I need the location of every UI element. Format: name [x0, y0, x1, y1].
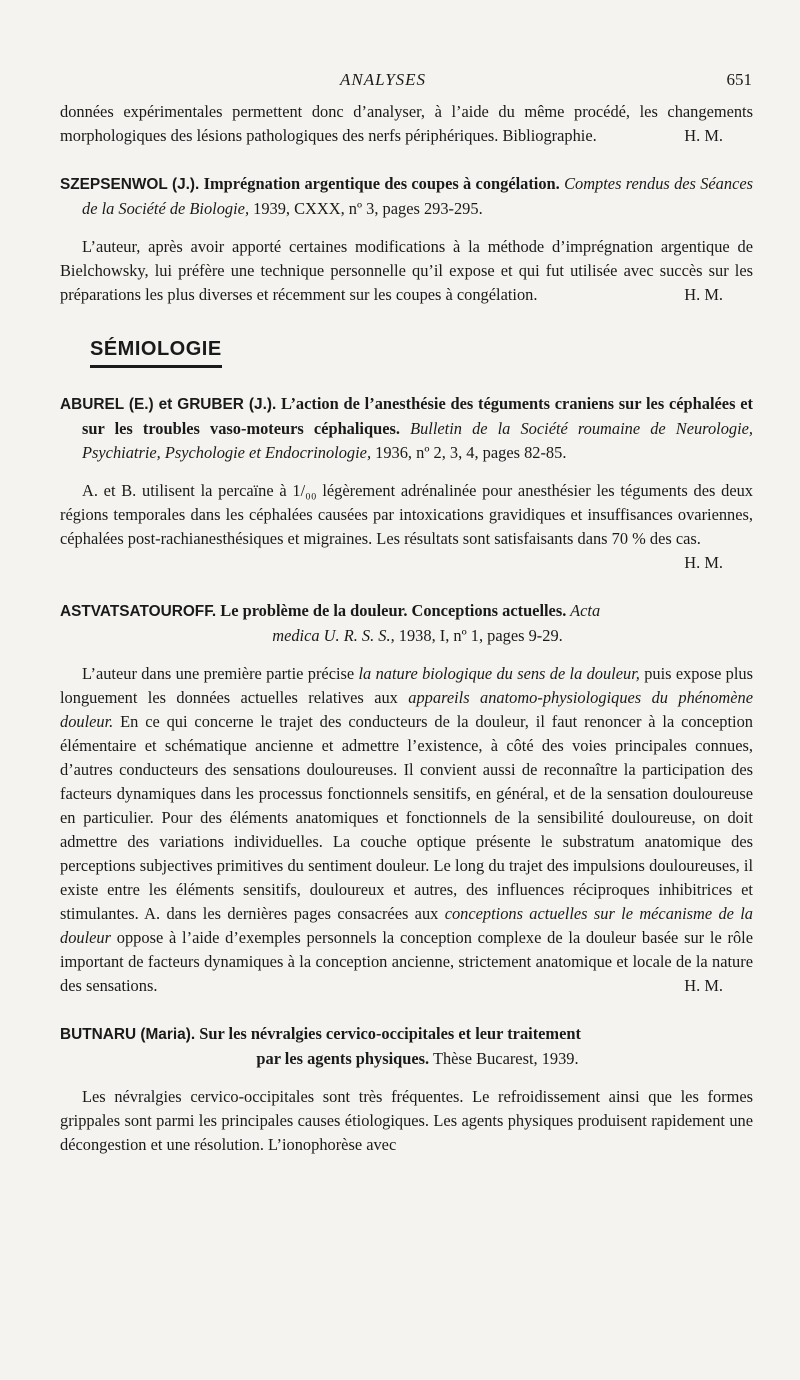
entry-szepsenwol — [60, 172, 753, 221]
entry-astvatsatouroff — [60, 599, 753, 648]
entry-title-cont: par les agents physiques. — [256, 1049, 430, 1068]
signature: H. M. — [684, 553, 723, 572]
entry-body — [60, 1085, 753, 1157]
entry-title: Sur les névralgies cervico-occipitales et leur traitement — [195, 1024, 581, 1043]
entry-journal: Acta — [566, 601, 601, 620]
entry-reference: 1936, nº 2, 3, 4, pages 82-85. — [371, 443, 567, 462]
running-head — [0, 70, 800, 94]
entry-author: ASTVATSATOUROFF. — [60, 603, 217, 620]
entry-journal: Comptes rendus des Séances de la Société de Biologie, — [82, 174, 754, 218]
entry-body-text: L’auteur, après avoir apporté certaines modifications à la méthode d’imprégnation argentique de Bielchowsky, lui préfère une technique personnelle qu’il expose et qui fut utilisée avec succès sur les préparations les plus diverses et récemment sur les coupes à congélation. — [60, 237, 753, 304]
entry-title: L’action de l’anesthésie des téguments craniens sur les céphalées et sur les troubles vaso-moteurs céphaliques. — [82, 394, 753, 438]
entry-journal-cont: medica U. R. S. S., — [272, 626, 395, 645]
entry-reference: 1938, I, nº 1, pages 9-29. — [394, 626, 563, 645]
body-italic-1: la nature biologique du sens de la douleur, — [358, 664, 640, 683]
continued-paragraph — [60, 100, 753, 148]
entry-title: Imprégnation argentique des coupes à congélation. — [199, 174, 560, 193]
signature: H. M. — [684, 976, 723, 995]
entry-aburel — [60, 392, 753, 465]
continued-text: données expérimentales permettent donc d’analyser, à l’aide du même procédé, les changements morphologiques des lésions pathologiques des nerfs périphériques. Bibliographie. — [60, 102, 753, 145]
entry-body-text: Les névralgies cervico-occipitales sont très fréquentes. Le refroidissement ainsi que les formes grippales sont parmi les principales causes étiologiques. Les agents physiques produisent rapidement une décongestion et une résolution. L’ionophorèse avec — [60, 1087, 753, 1154]
entry-body-text: A. et B. utilisent la percaïne à 1/₀₀ légèrement adrénalinée pour anesthésier les téguments des deux régions temporales dans les céphalées causées par intoxications gravidiques et insuffisances ovariennes, céphalées post-rachianesthésiques et migraines. Les résultats sont satisfaisants dans 70 % des cas. — [60, 481, 753, 548]
entry-body — [60, 479, 753, 575]
entry-body — [60, 235, 753, 307]
signature: H. M. — [684, 285, 723, 304]
entry-body — [60, 662, 753, 998]
entry-title: Le problème de la douleur. Conceptions actuelles. — [216, 601, 567, 620]
body-italic-3: conceptions actuelles sur le mécanisme de la douleur — [60, 904, 754, 947]
entry-reference: Thèse Bucarest, 1939. — [429, 1049, 579, 1068]
body-part-1: L’auteur dans une première partie précise — [82, 664, 359, 683]
entry-butnaru — [60, 1022, 753, 1071]
entry-reference: 1939, CXXX, nº 3, pages 293-295. — [249, 199, 483, 218]
entry-author: SZEPSENWOL (J.). — [60, 176, 200, 193]
body-part-4: oppose à l’aide d’exemples personnels la conception complexe de la douleur basée sur le rôle important de facteurs dynamiques à la conception ancienne, strictement anatomique et locale de la nature des sensations. — [60, 928, 753, 995]
body-part-2: puis expose plus longuement les données actuelles relatives aux — [60, 664, 753, 707]
entry-journal: Bulletin de la Société roumaine de Neurologie, Psychiatrie, Psychologie et Endocrinologie, — [82, 419, 754, 462]
body-italic-2: appareils anatomo-physiologiques du phénomène douleur. — [60, 688, 754, 731]
signature: H. M. — [684, 126, 723, 145]
page-content — [60, 100, 753, 1157]
entry-journal-line — [82, 624, 753, 648]
entry-title-line — [82, 1047, 753, 1071]
section-heading: SÉMIOLOGIE — [90, 337, 222, 368]
entry-author: BUTNARU (Maria). — [60, 1026, 196, 1043]
page-number: 651 — [726, 70, 752, 89]
entry-author: ABUREL (E.) et GRUBER (J.). — [60, 396, 277, 413]
body-part-3: En ce qui concerne le trajet des conducteurs de la douleur, il faut renoncer à la conception élémentaire et schématique ancienne et admettre l’existence, à côté des voies principales connues, d’autres conducteurs des sensations douloureuses. Il convient aussi de reconnaître la participation des facteurs dynamiques dans les processus fonctionnels sensitifs, en général, et de la sensation douloureuse en particulier. Pour des éléments anatomiques et fonctionnels de la sensibilité douloureuse, on doit admettre des variations individuelles. La couche optique présente le substratum anatomique des perceptions subjectives primitives du sentiment douleur. Le long du trajet des impulsions douloureuses, il existe entre les éléments sensitifs, douloureux et autres, des influences réciproques inhibitrices et stimulantes. A. dans les dernières pages consacrées aux — [60, 712, 753, 923]
running-head-title: ANALYSES — [340, 70, 427, 89]
